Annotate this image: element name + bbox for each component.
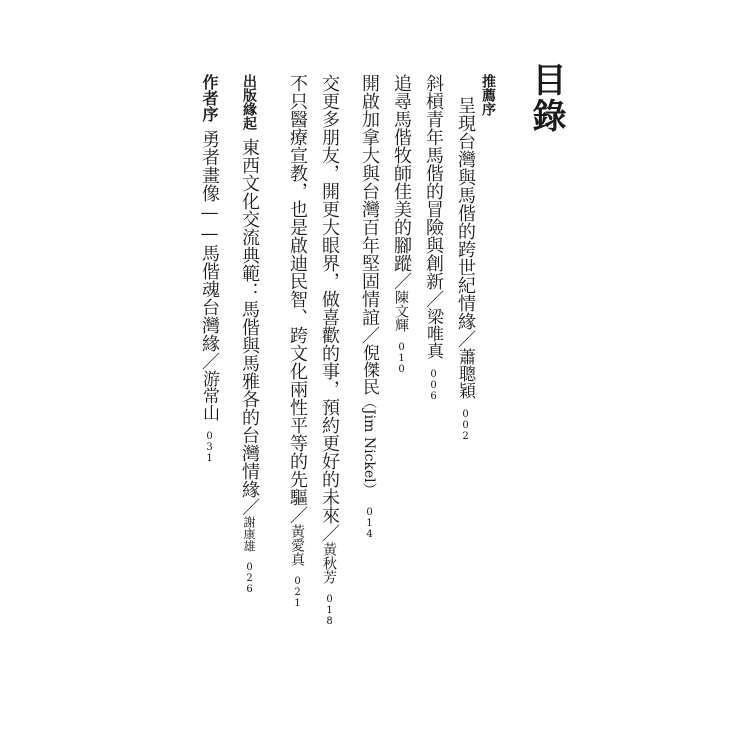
entry-author: 游常山 bbox=[199, 370, 219, 421]
entry-title: 斜槓青年馬偕的冒險與創新／ bbox=[423, 74, 444, 308]
toc-title: 目錄 bbox=[526, 62, 566, 134]
toc-entry-2[interactable] bbox=[424, 74, 442, 402]
entry-author: 梁唯真 bbox=[423, 308, 443, 359]
entry-page-number: 002 bbox=[460, 409, 471, 442]
toc-entry-6[interactable] bbox=[288, 74, 306, 609]
entry-author-latin: （Jim Nickel） bbox=[361, 395, 377, 497]
entry-page-number: 018 bbox=[324, 594, 335, 627]
entry-title: 追尋馬偕牧師佳美的腳蹤／ bbox=[391, 74, 412, 290]
section-heading-author-preface: 作者序 bbox=[200, 74, 219, 122]
entry-page-number: 031 bbox=[204, 431, 215, 464]
entry-author: 黃愛真 bbox=[289, 524, 305, 566]
toc-entry-1-body[interactable] bbox=[456, 96, 474, 442]
toc-entry-5[interactable] bbox=[320, 74, 338, 627]
section-heading-recommend: 推薦序 bbox=[480, 74, 496, 116]
entry-page-number: 021 bbox=[292, 576, 303, 609]
toc-entry-8[interactable] bbox=[200, 74, 218, 464]
entry-title: 東西文化交流典範：馬偕與馬雅各的台灣情緣／ bbox=[239, 138, 260, 516]
entry-page-number: 014 bbox=[364, 506, 375, 540]
entry-author: 黃秋芳 bbox=[321, 542, 337, 584]
entry-page-number: 026 bbox=[244, 562, 255, 595]
toc-entry-4[interactable] bbox=[360, 74, 378, 540]
toc-entry-1[interactable] bbox=[480, 74, 496, 116]
entry-title: 交更多朋友，開更大眼界，做喜歡的事，預約更好的未來／ bbox=[319, 74, 340, 542]
entry-author: 倪傑民 bbox=[359, 344, 379, 395]
entry-title: 開啟加拿大與台灣百年堅固情誼／ bbox=[359, 74, 380, 344]
toc-entry-3[interactable] bbox=[392, 74, 410, 375]
entry-author: 陳文輝 bbox=[393, 290, 409, 332]
entry-title: 勇者畫像——馬偕魂台灣緣／ bbox=[199, 130, 220, 370]
entry-page-number: 010 bbox=[396, 342, 407, 375]
toc-entry-7[interactable] bbox=[240, 74, 258, 595]
section-heading-publish: 出版緣起 bbox=[241, 74, 257, 130]
entry-page-number: 006 bbox=[428, 369, 439, 402]
entry-title: 呈現台灣與馬偕的跨世紀情緣／ bbox=[455, 96, 476, 348]
entry-author: 謝康雄 bbox=[242, 516, 256, 552]
entry-author: 蕭聰穎 bbox=[455, 348, 475, 399]
entry-title: 不只醫療宣教，也是啟迪民智、跨文化兩性平等的先驅／ bbox=[287, 74, 308, 524]
